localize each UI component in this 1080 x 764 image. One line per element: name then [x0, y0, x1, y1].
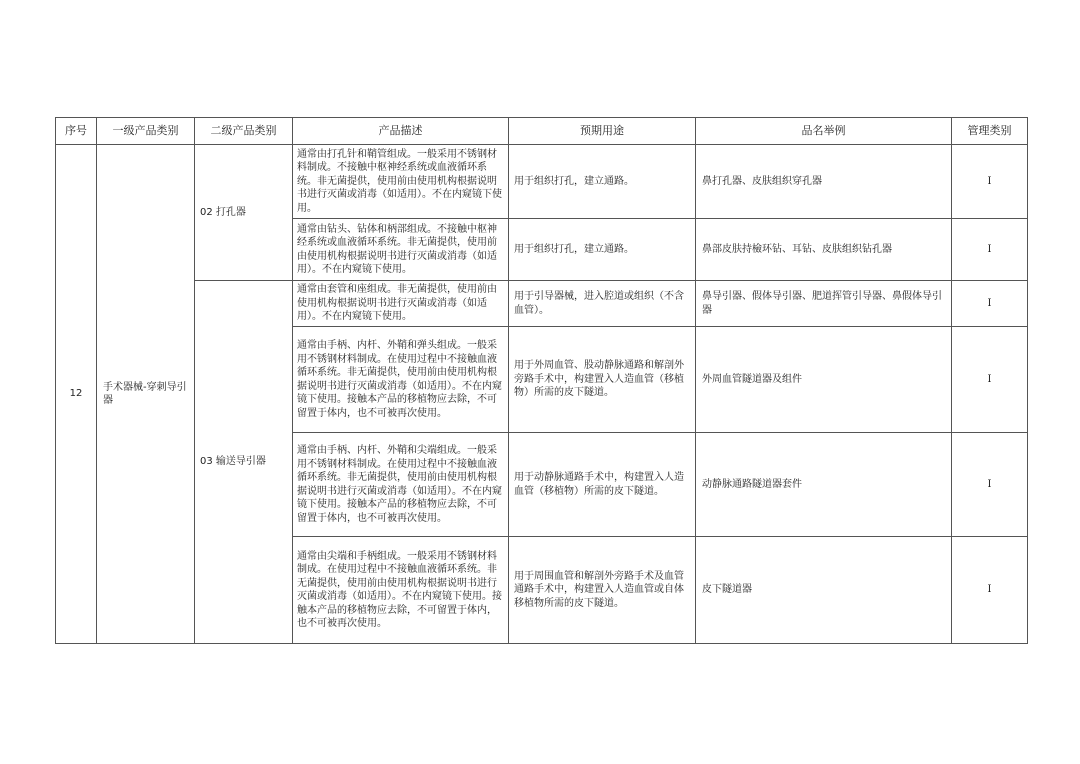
use-cell: 用于外周血管、股动静脉通路和解剖外旁路手术中，构建置入人造血管（移植物）所需的皮下隧道。 [509, 327, 696, 433]
use-cell: 用于组织打孔，建立通路。 [509, 219, 696, 281]
header-use: 预期用途 [509, 118, 696, 145]
use-cell: 用于周围血管和解剖外旁路手术及血管通路手术中，构建置入人造血管或自体移植物所需的皮下隧道。 [509, 537, 696, 644]
mgmt-cell: I [952, 219, 1028, 281]
desc-cell: 通常由手柄、内杆、外鞘和尖端组成。一般采用不锈钢材料制成。在使用过程中不接触血液循环系统。非无菌提供，使用前由使用机构根据说明书进行灭菌或消毒（如适用）。不在内窥镜下使用。接触本产品的移植物应去除，不可留置于体内，也不可被再次使用。 [293, 433, 509, 537]
table-row [56, 281, 1028, 327]
mgmt-cell: I [952, 281, 1028, 327]
desc-cell: 通常由打孔针和鞘管组成。一般采用不锈钢材料制成。不接触中枢神经系统或血液循环系统。非无菌提供，使用前由使用机构根据说明书进行灭菌或消毒（如适用）。不在内窥镜下使用。 [293, 145, 509, 219]
examples-cell: 鼻部皮肤持檢环钻、耳钻、皮肤组织钻孔器 [696, 219, 952, 281]
desc-cell: 通常由钻头、钻体和柄部组成。不接触中枢神经系统或血液循环系统。非无菌提供，使用前由使用机构根据说明书进行灭菌或消毒（如适用）。不在内窥镜下使用。 [293, 219, 509, 281]
examples-cell: 鼻导引器、假体导引器、肥道挥管引导器、鼻假体导引器 [696, 281, 952, 327]
level1-cell: 手术器械-穿刺导引器 [97, 145, 195, 644]
header-level1: 一级产品类别 [97, 118, 195, 145]
header-mgmt: 管理类别 [952, 118, 1028, 145]
table-row [56, 145, 1028, 219]
level2-cell: 03 输送导引器 [195, 281, 293, 644]
mgmt-cell: I [952, 145, 1028, 219]
header-seq: 序号 [56, 118, 97, 145]
use-cell: 用于引导器械，进入腔道或组织（不含血管）。 [509, 281, 696, 327]
catalog-table [55, 117, 1028, 644]
examples-cell: 外周血管隧道器及组件 [696, 327, 952, 433]
mgmt-cell: I [952, 327, 1028, 433]
use-cell: 用于组织打孔，建立通路。 [509, 145, 696, 219]
header-examples: 品名举例 [696, 118, 952, 145]
desc-cell: 通常由手柄、内杆、外鞘和弹头组成。一般采用不锈钢材料制成。在使用过程中不接触血液循环系统。非无菌提供，使用前由使用机构根据说明书进行灭菌或消毒（如适用）。不在内窥镜下使用。接触本产品的移植物应去除，不可留置于体内，也不可被再次使用。 [293, 327, 509, 433]
desc-cell: 通常由尖端和手柄组成。一般采用不锈钢材料制成。在使用过程中不接触血液循环系统。非无菌提供，使用前由使用机构根据说明书进行灭菌或消毒（如适用）。不在内窥镜下使用。接触本产品的移植物应去除，不可留置于体内，也不可被再次使用。 [293, 537, 509, 644]
use-cell: 用于动静脉通路手术中，构建置入人造血管（移植物）所需的皮下隧道。 [509, 433, 696, 537]
mgmt-cell: I [952, 433, 1028, 537]
examples-cell: 鼻打孔器、皮肤组织穿孔器 [696, 145, 952, 219]
header-level2: 二级产品类别 [195, 118, 293, 145]
header-row [56, 118, 1028, 145]
desc-cell: 通常由套管和座组成。非无菌提供，使用前由使用机构根据说明书进行灭菌或消毒（如适用）。不在内窥镜下使用。 [293, 281, 509, 327]
header-desc: 产品描述 [293, 118, 509, 145]
examples-cell: 皮下隧道器 [696, 537, 952, 644]
seq-cell: 12 [56, 145, 97, 644]
examples-cell: 动静脉通路隧道器套件 [696, 433, 952, 537]
level2-cell: 02 打孔器 [195, 145, 293, 281]
mgmt-cell: I [952, 537, 1028, 644]
